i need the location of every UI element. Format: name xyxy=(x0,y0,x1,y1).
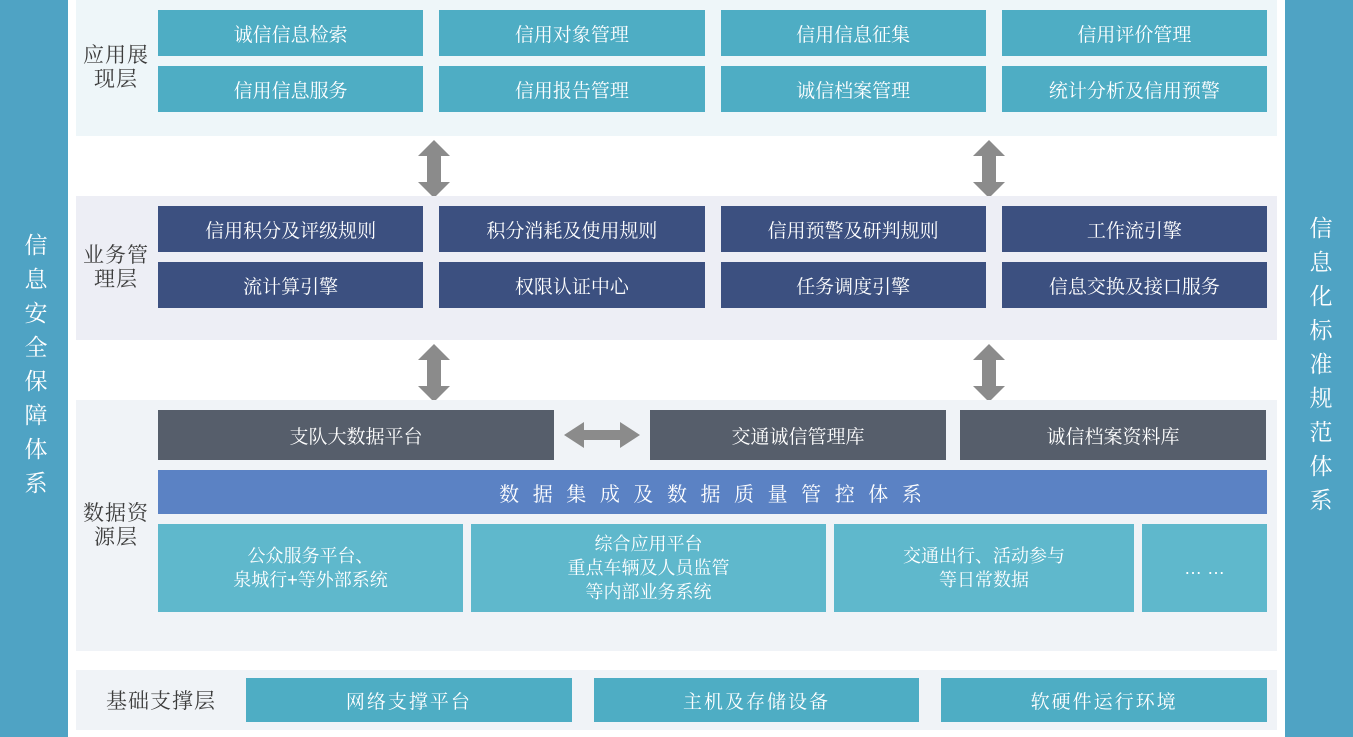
database-card[interactable]: 诚信档案资料库 xyxy=(960,410,1266,460)
module-card[interactable]: 信用报告管理 xyxy=(439,66,704,112)
data-source-card[interactable]: 综合应用平台 重点车辆及人员监管 等内部业务系统 xyxy=(471,524,826,612)
layer-infrastructure xyxy=(76,670,1277,730)
module-card[interactable]: 诚信档案管理 xyxy=(721,66,986,112)
layer-infrastructure-body xyxy=(246,678,1277,722)
row xyxy=(158,262,1267,308)
layer-business xyxy=(76,196,1277,340)
layer-data-resource xyxy=(76,400,1277,651)
double-vertical-arrow-icon xyxy=(416,140,452,198)
right-vertical-band-label: 信息化标准规范体系 xyxy=(1306,215,1333,522)
module-card[interactable]: 权限认证中心 xyxy=(439,262,704,308)
module-card[interactable]: 信用对象管理 xyxy=(439,10,704,56)
module-card[interactable]: 信用信息征集 xyxy=(721,10,986,56)
database-card[interactable]: 交通诚信管理库 xyxy=(650,410,946,460)
module-card[interactable]: 信用积分及评级规则 xyxy=(158,206,423,252)
double-horizontal-arrow-icon xyxy=(554,420,650,450)
right-vertical-band xyxy=(1285,0,1353,737)
layer-business-title: 业务管理层 xyxy=(83,244,149,291)
layer-application-title: 应用展现层 xyxy=(83,44,149,91)
module-card[interactable]: 信息交换及接口服务 xyxy=(1002,262,1267,308)
data-source-card[interactable]: 交通出行、活动参与 等日常数据 xyxy=(834,524,1134,612)
double-vertical-arrow-icon xyxy=(971,140,1007,198)
layer-data-resource-title: 数据资源层 xyxy=(83,501,149,549)
infrastructure-card[interactable]: 网络支撑平台 xyxy=(246,678,572,722)
double-vertical-arrow-icon xyxy=(971,344,1007,402)
data-source-card-more[interactable]: … … xyxy=(1142,524,1267,612)
module-card[interactable]: 统计分析及信用预警 xyxy=(1002,66,1267,112)
database-row xyxy=(158,410,1267,460)
row xyxy=(158,66,1267,112)
layer-application-body xyxy=(156,0,1277,136)
data-integration-band: 数 据 集 成 及 数 据 质 量 管 控 体 系 xyxy=(158,470,1267,514)
database-card[interactable]: 支队大数据平台 xyxy=(158,410,554,460)
layer-application xyxy=(76,0,1277,136)
double-vertical-arrow-icon xyxy=(416,344,452,402)
infrastructure-card[interactable]: 软硬件运行环境 xyxy=(941,678,1267,722)
module-card[interactable]: 流计算引擎 xyxy=(158,262,423,308)
data-source-row xyxy=(158,524,1267,612)
layer-business-body xyxy=(156,196,1277,340)
layer-data-resource-body xyxy=(156,400,1277,651)
row xyxy=(158,206,1267,252)
module-card[interactable]: 工作流引擎 xyxy=(1002,206,1267,252)
module-card[interactable]: 信用预警及研判规则 xyxy=(721,206,986,252)
left-vertical-band xyxy=(0,0,68,737)
module-card[interactable]: 任务调度引擎 xyxy=(721,262,986,308)
module-card[interactable]: 信用评价管理 xyxy=(1002,10,1267,56)
layer-infrastructure-title: 基础支撑层 xyxy=(106,690,216,713)
data-source-card[interactable]: 公众服务平台、 泉城行+等外部系统 xyxy=(158,524,463,612)
left-vertical-band-label: 信息安全保障体系 xyxy=(21,232,48,505)
diagram-main xyxy=(76,0,1277,737)
module-card[interactable]: 信用信息服务 xyxy=(158,66,423,112)
infrastructure-card[interactable]: 主机及存储设备 xyxy=(594,678,920,722)
row xyxy=(158,10,1267,56)
module-card[interactable]: 积分消耗及使用规则 xyxy=(439,206,704,252)
module-card[interactable]: 诚信信息检索 xyxy=(158,10,423,56)
